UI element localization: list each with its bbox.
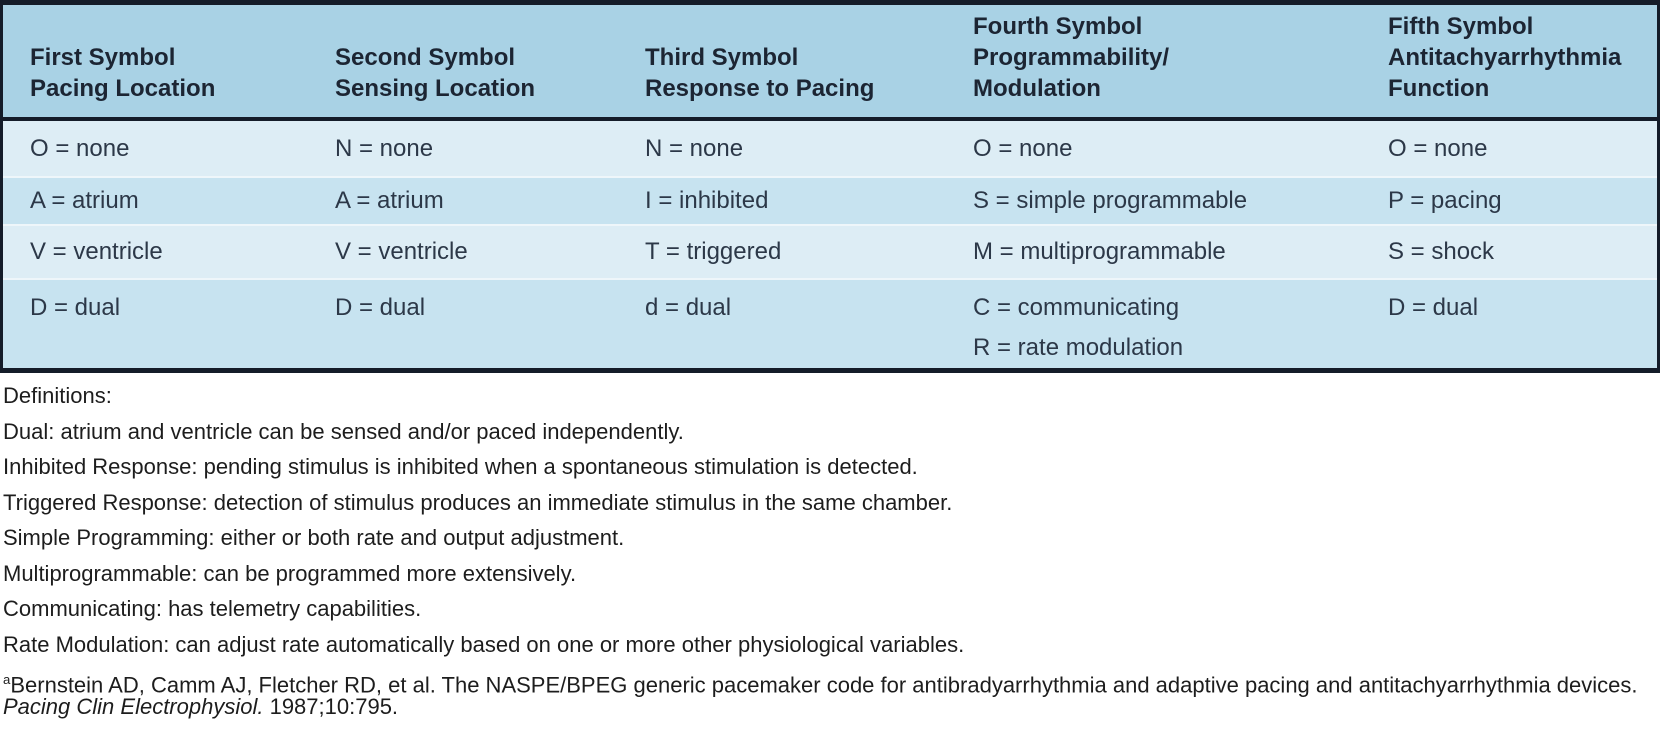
- footnote-reference: 1987;10:795.: [263, 694, 399, 720]
- column-header-first-symbol: [3, 42, 308, 104]
- table-cell: V = ventricle: [30, 238, 163, 265]
- definition-item-dual: Dual: atrium and ventricle can be sensed and/or paced independently.: [3, 418, 684, 444]
- header-line: Programmability/: [973, 44, 1170, 71]
- table-row-atrium: [3, 176, 1657, 224]
- table-cell: D = dual: [30, 294, 121, 321]
- definition-item-multiprogrammable: Multiprogrammable: can be programmed more extensively.: [3, 560, 577, 586]
- header-line: Sensing Location: [335, 75, 536, 102]
- footnote-marker: a: [3, 672, 11, 687]
- header-line: Third Symbol: [645, 44, 799, 71]
- header-line: Antitachyarrhythmia: [1388, 44, 1622, 71]
- table-cell: A = atrium: [335, 187, 444, 214]
- table-cell: D = dual: [335, 294, 426, 321]
- definition-item-rate-modulation: Rate Modulation: can adjust rate automatically based on one or more other physiological variables.: [3, 631, 965, 657]
- header-line: Modulation: [973, 75, 1101, 102]
- table-cell: P = pacing: [1388, 187, 1502, 214]
- cell-line: C = communicating: [973, 294, 1180, 321]
- pacemaker-code-table: [0, 0, 1660, 373]
- table-cell: O = none: [973, 134, 1073, 162]
- header-line: Second Symbol: [335, 44, 516, 71]
- header-line: Fifth Symbol: [1388, 13, 1534, 40]
- table-cell: M = multiprogrammable: [973, 238, 1226, 265]
- definition-item-triggered: Triggered Response: detection of stimulus produces an immediate stimulus in the same chamber.: [3, 489, 953, 515]
- definition-item-communicating: Communicating: has telemetry capabilities.: [3, 596, 422, 621]
- footnote-citation: [3, 669, 1660, 718]
- table-header-row: [3, 5, 1657, 121]
- column-header-third-symbol: [618, 42, 946, 104]
- definition-item-simple-programming: Simple Programming: either or both rate and output adjustment.: [3, 525, 625, 550]
- table-cell: d = dual: [645, 294, 732, 321]
- footnote-journal: Pacing Clin Electrophysiol.: [3, 694, 264, 720]
- table-cell: V = ventricle: [335, 238, 468, 265]
- cell-line: R = rate modulation: [973, 334, 1184, 361]
- header-line: Response to Pacing: [645, 75, 875, 102]
- table-cell: O = none: [30, 134, 130, 162]
- table-cell: N = none: [335, 134, 434, 162]
- table-cell: O = none: [1388, 134, 1488, 162]
- table-cell: T = triggered: [645, 238, 782, 265]
- table-row-ventricle: [3, 224, 1657, 278]
- column-header-second-symbol: [308, 42, 618, 104]
- table-cell: D = dual: [1388, 294, 1479, 321]
- definition-item-inhibited: Inhibited Response: pending stimulus is inhibited when a spontaneous stimulation is detected.: [3, 454, 918, 479]
- definitions-title: Definitions:: [3, 383, 112, 408]
- table-cell: A = atrium: [30, 187, 139, 214]
- footnote-text: Bernstein AD, Camm AJ, Fletcher RD, et al. The NASPE/BPEG generic pacemaker code for antibradyarrhythmia and adaptive pacing and antitachyarrhythmia devices.: [10, 672, 1638, 698]
- header-line: First Symbol: [30, 44, 176, 71]
- column-header-fifth-symbol: [1361, 11, 1657, 104]
- table-cell: I = inhibited: [645, 187, 769, 214]
- table-row-none: [3, 121, 1657, 176]
- header-line: Fourth Symbol: [973, 13, 1143, 40]
- table-cell: S = simple programmable: [973, 187, 1248, 214]
- table-cell: S = shock: [1388, 238, 1495, 265]
- table-row-dual: [3, 278, 1657, 368]
- definitions-section: [0, 373, 1660, 718]
- header-line: Function: [1388, 75, 1490, 102]
- column-header-fourth-symbol: [946, 11, 1361, 104]
- table-cell: N = none: [645, 134, 744, 162]
- header-line: Pacing Location: [30, 75, 216, 102]
- table-cell: [946, 280, 1361, 368]
